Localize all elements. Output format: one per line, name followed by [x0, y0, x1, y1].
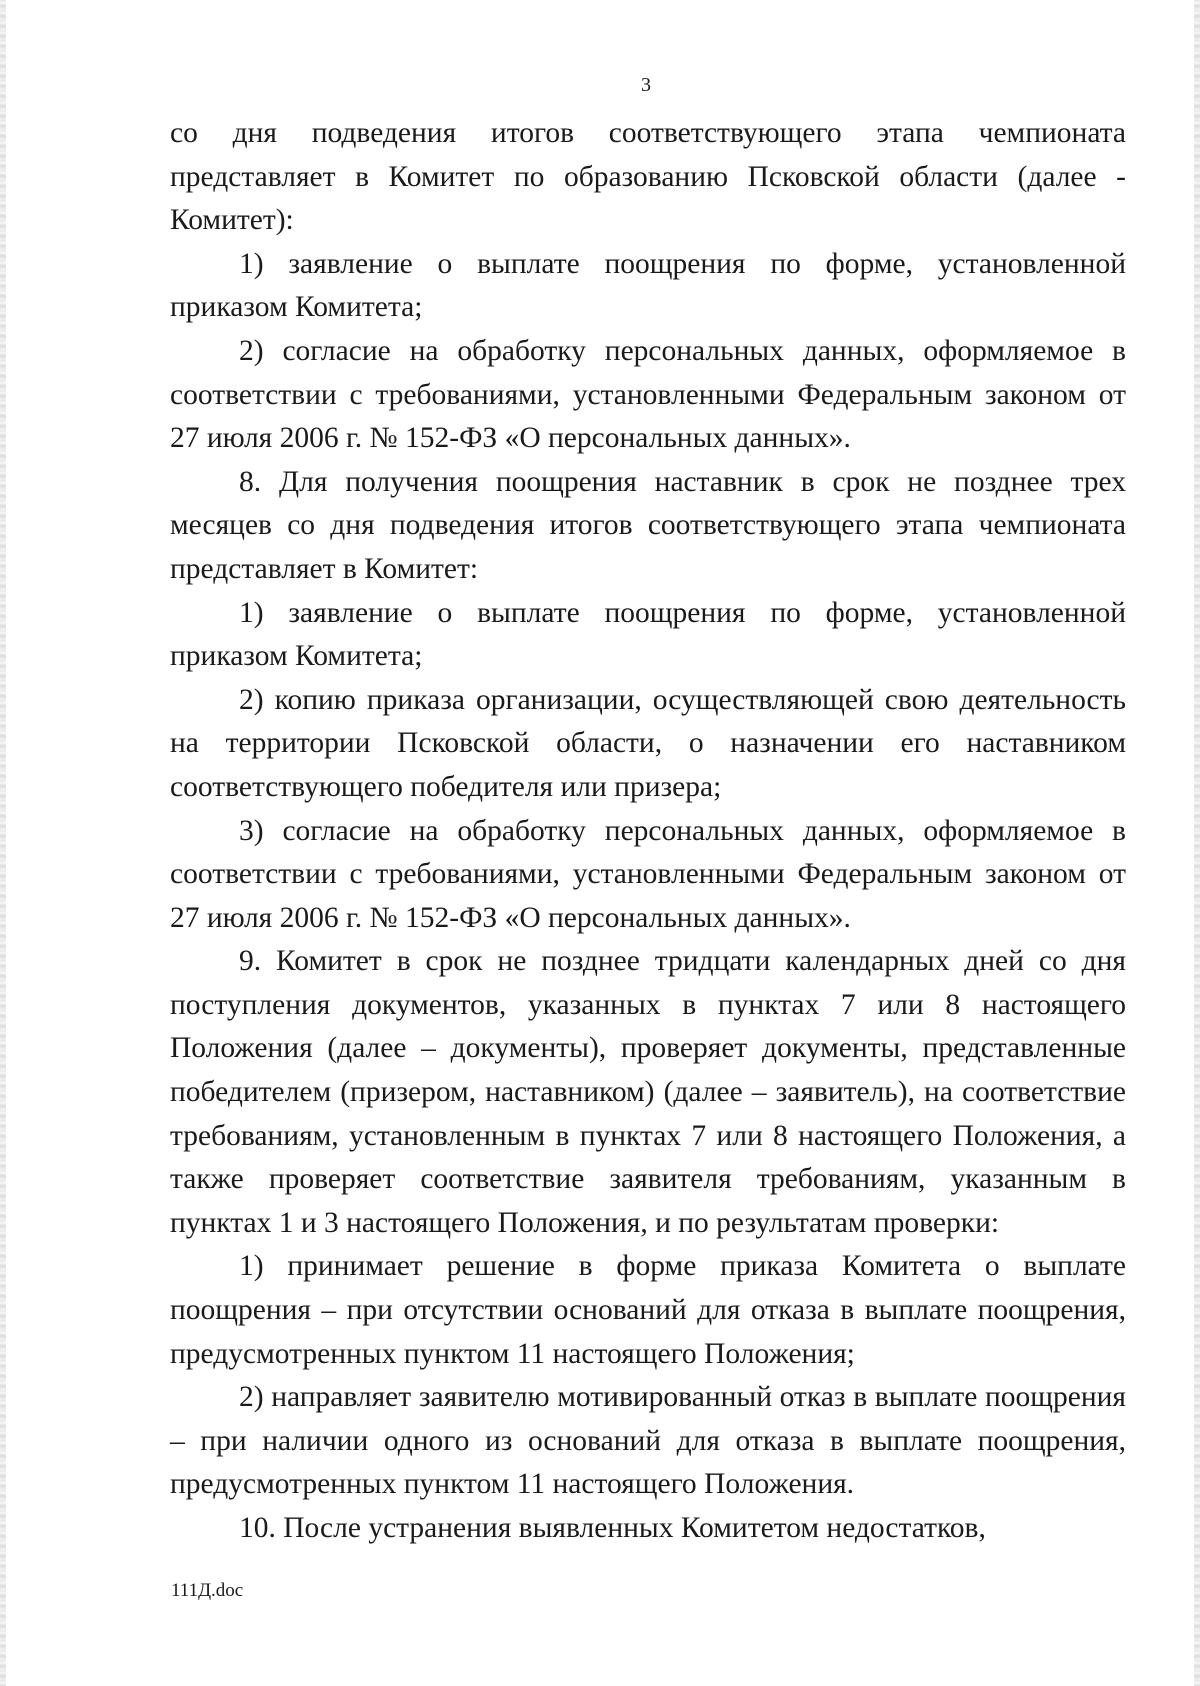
paragraph: 8. Для получения поощрения наставник в срок не позднее трех месяцев со дня подведения итогов соответствующего этапа чемпионата представляет в Комитет:	[170, 465, 1126, 585]
page-number: 3	[641, 74, 651, 96]
scan-edge-left	[0, 0, 6, 1686]
footer-filename: 111Д.doc	[171, 1580, 244, 1601]
paragraph: 3) согласие на обработку персональных данных, оформляемое в соответствии с требованиями, установленными Федеральным законом от 27 июля 2006 г. № 152-ФЗ «О персональных данных».	[170, 814, 1126, 934]
paragraph: 9. Комитет в срок не позднее тридцати календарных дней со дня поступления документов, указанных в пунктах 7 или 8 настоящего Положения (далее – документы), проверяет документы, представленные победителем (призером, наставником) (далее – заявитель), на соответствие требованиям, установленным в пунктах 7 или 8 настоящего Положения, а также проверяет соответствие заявителя требованиям, указанным в пунктах 1 и 3 настоящего Положения, и по результатам проверки:	[170, 945, 1126, 1239]
paragraph: 2) согласие на обработку персональных данных, оформляемое в соответствии с требованиями, установленными Федеральным законом от 27 июля 2006 г. № 152-ФЗ «О персональных данных».	[170, 334, 1126, 455]
paragraph: 1) принимает решение в форме приказа Комитета о выплате поощрения – при отсутствии оснований для отказа в выплате поощрения, предусмотренных пунктом 11 настоящего Положения;	[170, 1250, 1126, 1370]
paragraph: 2) направляет заявителю мотивированный отказ в выплате поощрения – при наличии одного из оснований для отказа в выплате поощрения, предусмотренных пунктом 11 настоящего Положения.	[170, 1381, 1126, 1501]
scan-edge-right	[1194, 0, 1200, 1686]
paragraph: 1) заявление о выплате поощрения по форме, установленной приказом Комитета;	[170, 247, 1126, 324]
document-body	[170, 112, 1126, 1551]
paragraph: со дня подведения итогов соответствующего этапа чемпионата представляет в Комитет по образованию Псковской области (далее - Комитет):	[170, 117, 1126, 237]
paragraph: 2) копию приказа организации, осуществляющей свою деятельность на территории Псковской области, о назначении его наставником соответствующего победителя или призера;	[170, 683, 1126, 803]
paragraph: 1) заявление о выплате поощрения по форме, установленной приказом Комитета;	[170, 596, 1126, 673]
paragraph: 10. После устранения выявленных Комитетом недостатков,	[239, 1512, 986, 1544]
